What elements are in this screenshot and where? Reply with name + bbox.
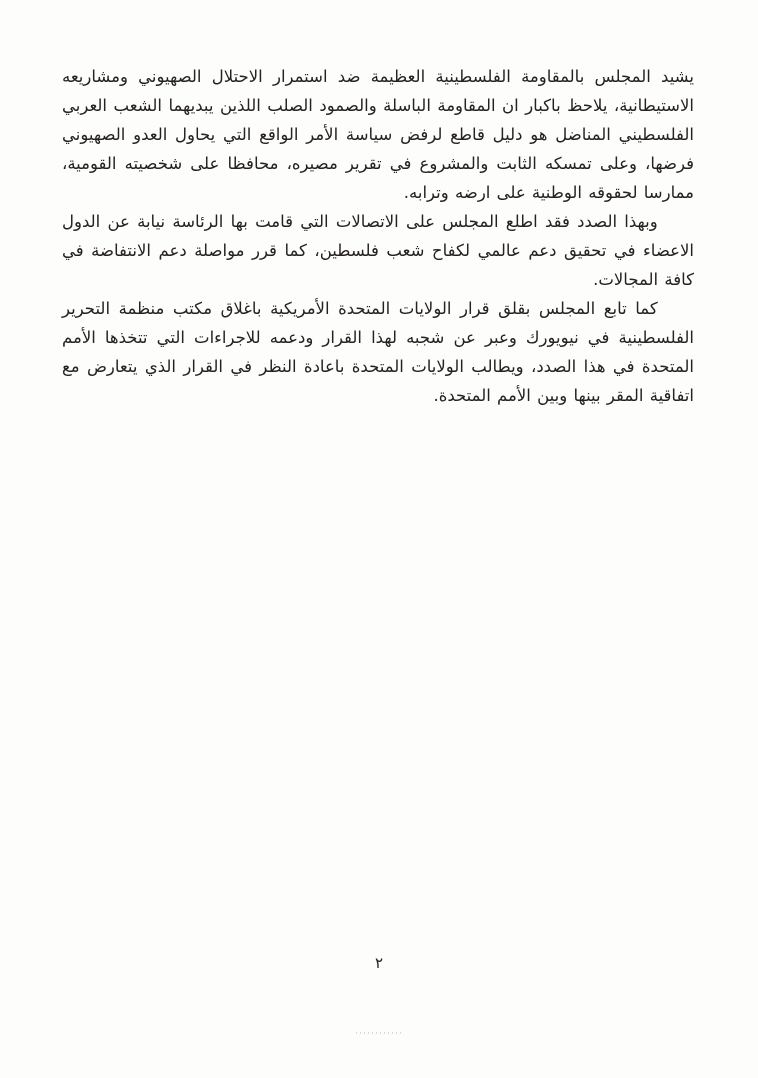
paragraph: يشيد المجلس بالمقاومة الفلسطينية العظيمة ضد استمرار الاحتلال الصهيوني ومشاريعه الاستيطانية، يلاحظ باكبار ان المقاومة الباسلة والصمود الصلب اللذين يبديهما الشعب العربي الفلسطيني المناضل هو دليل قاطع لرفض سياسة الأمر الواقع التي يحاول العدو الصهيوني فرضها، وعلى تمسكه الثابت والمشروع في تقرير مصيره، محافظا على شخصيته القومية، ممارسا لحقوقه الوطنية على ارضه وترابه. (62, 67, 694, 202)
paragraph: كما تابع المجلس بقلق قرار الولايات المتحدة الأمريكية باغلاق مكتب منظمة التحرير الفلسطينية في نيويورك وعبر عن شجبه لهذا القرار ودعمه للاجراءات التي تتخذها الأمم المتحدة في هذا الصدد، ويطالب الولايات المتحدة باعادة النظر في القرار الذي يتعارض مع اتفاقية المقر بينها وبين الأمم المتحدة. (62, 299, 694, 405)
page-number: ٢ (374, 954, 384, 972)
scan-artifact (356, 1032, 402, 1034)
document-text (62, 62, 694, 410)
paragraph: وبهذا الصدد فقد اطلع المجلس على الاتصالات التي قامت بها الرئاسة نيابة عن الدول الاعضاء في تحقيق دعم عالمي لكفاح شعب فلسطين، كما قرر مواصلة دعم الانتفاضة في كافة المجالات. (62, 212, 694, 289)
